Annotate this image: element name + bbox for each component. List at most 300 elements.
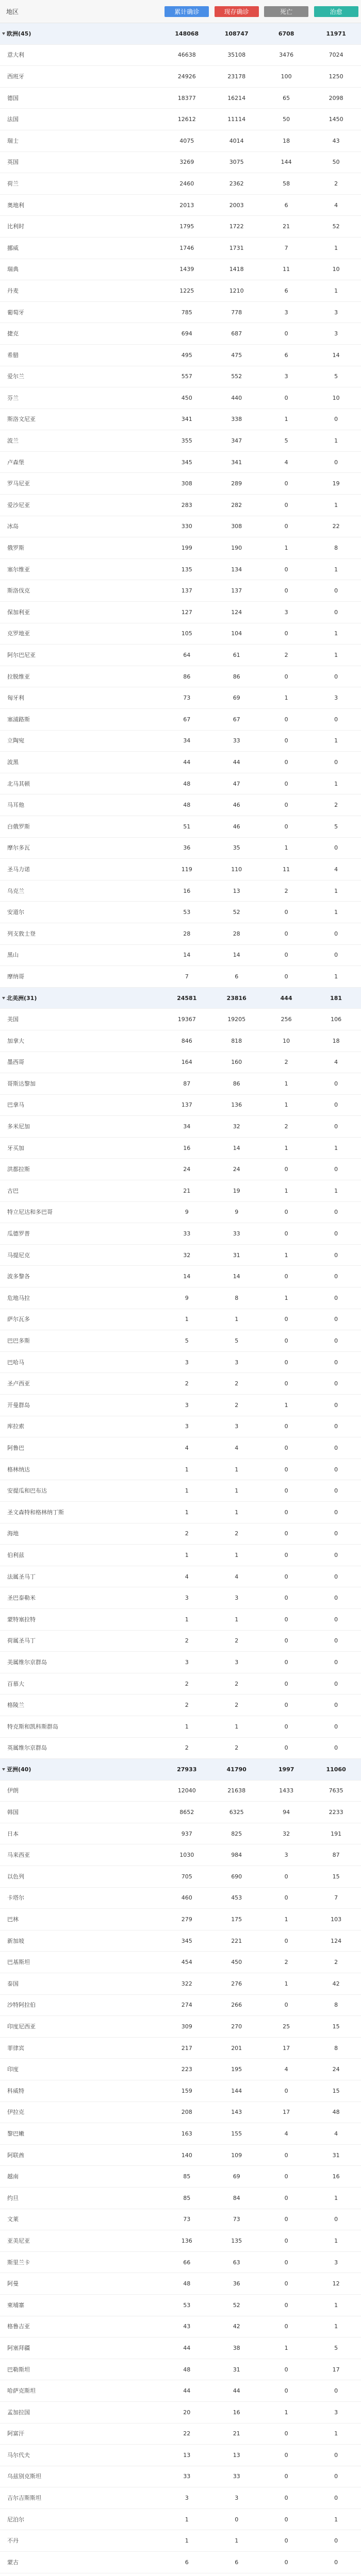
confirmed-value: 24581 [177, 995, 197, 1001]
death-value: 0 [284, 2174, 288, 2180]
death-value: 1 [284, 1295, 288, 1301]
table-row [0, 1073, 361, 1095]
table-row [0, 2295, 361, 2316]
area-cell [0, 1659, 162, 1665]
area-name: 危地马拉 [7, 1295, 30, 1301]
table-row [0, 1095, 361, 1116]
area-name: 马来西亚 [7, 1852, 30, 1858]
cured-value: 0 [334, 845, 338, 851]
confirmed-value: 159 [181, 2088, 192, 2094]
area-name: 斯洛伐克 [7, 588, 30, 594]
current-value: 38 [233, 2345, 240, 2351]
confirmed-value: 21 [183, 1188, 191, 1194]
area-cell [0, 1617, 162, 1622]
current-value: 0 [235, 2516, 239, 2522]
area-cell [0, 1788, 162, 1793]
cured-value: 0 [334, 1359, 338, 1365]
confirmed-value: 1 [185, 1509, 189, 1515]
cured-value: 18 [332, 1038, 340, 1044]
area-name: 不丹 [7, 2538, 19, 2544]
area-name: 伊朗 [7, 1788, 19, 1794]
area-name: 塞尔维亚 [7, 566, 30, 572]
cured-value: 1 [334, 909, 338, 916]
area-cell [0, 1831, 162, 1837]
area-cell [0, 1338, 162, 1344]
confirmed-value: 2460 [179, 180, 194, 187]
table-row [0, 1609, 361, 1631]
death-value: 0 [284, 1873, 288, 1879]
cured-value: 5 [334, 823, 338, 829]
death-value: 21 [283, 224, 290, 230]
area-cell [0, 1445, 162, 1451]
death-value: 0 [284, 2495, 288, 2501]
confirmed-value: 24926 [177, 73, 196, 79]
current-value: 33 [233, 2473, 240, 2480]
table-row [0, 945, 361, 967]
death-value: 3 [284, 609, 288, 615]
cured-value: 0 [334, 1209, 338, 1215]
confirmed-value: 44 [183, 2388, 191, 2394]
confirmed-value: 2 [185, 1381, 189, 1387]
death-value: 1 [284, 416, 288, 422]
death-value: 0 [284, 1531, 288, 1537]
current-value: 2 [235, 1402, 239, 1408]
current-value: 160 [231, 1059, 242, 1065]
table-row [0, 2252, 361, 2274]
area-cell [0, 1809, 162, 1815]
death-value: 4 [284, 459, 288, 465]
current-value: 984 [231, 1852, 242, 1858]
current-value: 67 [233, 716, 240, 722]
table-row [0, 2145, 361, 2166]
area-name: 斯洛文尼亚 [7, 416, 36, 422]
area-name: 阿尔巴尼亚 [7, 652, 36, 658]
area-cell [0, 995, 162, 1001]
confirmed-value: 14 [183, 952, 191, 958]
cured-value: 1 [334, 973, 338, 979]
death-value: 0 [284, 481, 288, 487]
area-cell [0, 802, 162, 808]
confirmed-value: 12040 [177, 1788, 196, 1794]
region-row[interactable] [0, 1759, 361, 1781]
area-cell [0, 1852, 162, 1858]
death-value: 6 [284, 352, 288, 358]
death-value: 0 [284, 2152, 288, 2158]
cured-value: 4 [334, 202, 338, 208]
current-value: 36 [233, 2281, 240, 2287]
confirmed-value: 9 [185, 1295, 189, 1301]
table-row [0, 2487, 361, 2509]
area-name: 冰岛 [7, 523, 19, 530]
confirmed-value: 51 [183, 823, 191, 829]
current-value: 475 [231, 352, 242, 358]
area-name: 拉脱维亚 [7, 673, 30, 680]
cured-value: 0 [334, 1659, 338, 1665]
current-value: 28 [233, 930, 240, 937]
cured-value: 0 [334, 1466, 338, 1472]
area-cell [0, 845, 162, 851]
area-cell [0, 288, 162, 294]
table-row [0, 1716, 361, 1738]
death-value: 2 [284, 888, 288, 894]
area-name: 多米尼加 [7, 1124, 30, 1130]
confirmed-value: 495 [181, 352, 192, 358]
confirmed-value: 16 [183, 888, 191, 894]
confirmed-value: 3 [185, 1595, 189, 1601]
chevron-down-icon[interactable] [2, 1768, 5, 1771]
area-name: 哥斯达黎加 [7, 1080, 36, 1087]
area-name: 特立尼达和多巴哥 [7, 1209, 53, 1215]
confirmed-value: 1 [185, 1616, 189, 1622]
area-name: 萨尔瓦多 [7, 1316, 30, 1323]
cured-value: 0 [334, 2452, 338, 2458]
cured-value: 1 [334, 781, 338, 787]
death-value: 1 [284, 1080, 288, 1087]
cured-value: 3 [334, 695, 338, 701]
cured-value: 3 [334, 331, 338, 337]
cured-value: 24 [332, 2066, 340, 2073]
area-cell [0, 2345, 162, 2351]
current-value: 52 [233, 909, 240, 916]
area-name: 巴拿马 [7, 1102, 24, 1108]
table-row [0, 130, 361, 152]
area-cell [0, 95, 162, 101]
confirmed-value: 308 [181, 481, 192, 487]
cured-value: 0 [334, 1509, 338, 1515]
area-cell [0, 2088, 162, 2094]
table-row [0, 1952, 361, 1973]
cured-value: 5 [334, 2345, 338, 2351]
table-row [0, 966, 361, 988]
death-value: 256 [281, 1016, 292, 1023]
table-row [0, 1694, 361, 1716]
death-value: 0 [284, 1638, 288, 1644]
confirmed-value: 86 [183, 673, 191, 680]
area-cell [0, 631, 162, 636]
confirmed-value: 2 [185, 1681, 189, 1687]
area-cell [0, 1145, 162, 1151]
table-row [0, 1888, 361, 1909]
table-row [0, 45, 361, 66]
area-name: 尼泊尔 [7, 2516, 24, 2522]
area-name: 圣马力诺 [7, 866, 30, 872]
area-cell [0, 1381, 162, 1386]
region-row[interactable] [0, 988, 361, 1009]
death-value: 0 [284, 2538, 288, 2544]
cured-value: 0 [334, 1723, 338, 1730]
table-row [0, 1030, 361, 1052]
area-cell [0, 2066, 162, 2072]
cured-value: 14 [332, 352, 340, 358]
cured-value: 0 [334, 673, 338, 680]
death-value: 144 [281, 159, 292, 165]
cured-value: 2 [334, 180, 338, 187]
current-value: 308 [231, 523, 242, 530]
header-current-cell [211, 6, 261, 17]
region-row[interactable] [0, 23, 361, 45]
cured-value: 3 [334, 2259, 338, 2265]
table-row [0, 2038, 361, 2059]
current-value: 1 [235, 2538, 239, 2544]
area-cell [0, 2281, 162, 2286]
table-row [0, 2445, 361, 2466]
death-value: 58 [283, 180, 290, 187]
area-cell [0, 1702, 162, 1708]
area-cell [0, 2517, 162, 2522]
area-name: 圣巴泰勒米 [7, 1595, 36, 1601]
death-value: 444 [280, 995, 292, 1001]
table-row [0, 2424, 361, 2445]
current-value: 453 [231, 1895, 242, 1901]
area-name: 克罗地亚 [7, 631, 30, 637]
chevron-down-icon[interactable] [2, 997, 5, 999]
area-name: 阿富汗 [7, 2431, 24, 2437]
table-row [0, 2359, 361, 2381]
cured-value: 8 [334, 2002, 338, 2008]
table-row [0, 109, 361, 130]
current-value: 137 [231, 588, 242, 594]
area-name: 沙特阿拉伯 [7, 2002, 36, 2008]
area-name: 格鲁吉亚 [7, 2324, 30, 2330]
table-row [0, 838, 361, 859]
current-value: 282 [231, 502, 242, 508]
death-value: 1 [284, 1252, 288, 1258]
confirmed-value: 119 [181, 866, 192, 872]
current-value: 32 [233, 1124, 240, 1130]
current-value: 289 [231, 481, 242, 487]
cured-value: 0 [334, 1552, 338, 1558]
area-cell [0, 2538, 162, 2544]
cured-value: 0 [334, 609, 338, 615]
cured-value: 0 [334, 2473, 338, 2480]
cured-value: 52 [332, 224, 340, 230]
death-value: 0 [284, 1466, 288, 1472]
current-value: 143 [231, 2109, 242, 2115]
confirmed-value: 1 [185, 2538, 189, 2544]
table-row [0, 2509, 361, 2531]
death-value: 0 [284, 1166, 288, 1173]
current-value: 5 [235, 1338, 239, 1344]
cured-value: 0 [334, 1745, 338, 1751]
header-current-label[interactable]: 现存确诊 [215, 6, 259, 17]
current-value: 1731 [229, 245, 244, 251]
confirmed-value: 937 [181, 1831, 192, 1837]
death-value: 0 [284, 2366, 288, 2372]
cured-value: 0 [334, 2495, 338, 2501]
area-cell [0, 2452, 162, 2458]
death-value: 0 [284, 930, 288, 937]
current-value: 2 [235, 1381, 239, 1387]
table-row [0, 2016, 361, 2038]
table-row [0, 1866, 361, 1888]
table-row [0, 602, 361, 623]
area-name: 法国 [7, 116, 19, 123]
confirmed-value: 127 [181, 609, 192, 615]
table-row [0, 1566, 361, 1588]
area-cell [0, 2324, 162, 2329]
current-value: 1 [235, 1488, 239, 1494]
area-name: 葡萄牙 [7, 309, 24, 315]
death-value: 7 [284, 245, 288, 251]
area-name: 白俄罗斯 [7, 823, 30, 829]
area-name: 阿联酋 [7, 2152, 24, 2158]
area-cell [0, 909, 162, 915]
area-cell [0, 1981, 162, 1987]
table-row [0, 752, 361, 773]
area-name: 立陶宛 [7, 738, 24, 744]
header-confirmed-label[interactable]: 累计确诊 [165, 6, 209, 17]
area-cell [0, 824, 162, 829]
confirmed-value: 217 [181, 2045, 192, 2051]
area-cell [0, 545, 162, 551]
confirmed-value: 66 [183, 2259, 191, 2265]
area-name: 柬埔寨 [7, 2302, 24, 2308]
confirmed-value: 330 [181, 523, 192, 530]
area-cell [0, 888, 162, 894]
current-value: 221 [231, 1938, 242, 1944]
area-name: 牙买加 [7, 1145, 24, 1151]
area-cell [0, 609, 162, 615]
area-name: 瓜德罗普 [7, 1231, 30, 1237]
current-value: 2 [235, 1745, 239, 1751]
death-value: 1 [284, 1188, 288, 1194]
table-row [0, 1459, 361, 1481]
death-value: 0 [284, 2088, 288, 2094]
current-value: 52 [233, 2302, 240, 2308]
table-row [0, 1523, 361, 1545]
death-value: 0 [284, 395, 288, 401]
confirmed-value: 33 [183, 1231, 191, 1237]
confirmed-value: 1 [185, 1466, 189, 1472]
confirmed-value: 44 [183, 759, 191, 765]
area-cell [0, 523, 162, 529]
table-row [0, 88, 361, 109]
area-cell [0, 2131, 162, 2137]
confirmed-value: 85 [183, 2195, 191, 2201]
area-cell [0, 416, 162, 422]
current-value: 109 [231, 2152, 242, 2158]
table-row [0, 2209, 361, 2231]
area-cell [0, 1209, 162, 1215]
table-row [0, 2337, 361, 2359]
area-cell [0, 867, 162, 872]
area-name: 卡塔尔 [7, 1895, 24, 1901]
table-row [0, 2273, 361, 2295]
current-value: 201 [231, 2045, 242, 2051]
confirmed-value: 283 [181, 502, 192, 508]
area-cell [0, 695, 162, 701]
confirmed-value: 6 [185, 2559, 189, 2565]
confirmed-value: 32 [183, 1252, 191, 1258]
current-value: 155 [231, 2130, 242, 2137]
death-value: 0 [284, 973, 288, 979]
area-name: 泰国 [7, 1980, 19, 1987]
confirmed-value: 48 [183, 802, 191, 808]
death-value: 0 [284, 2452, 288, 2458]
confirmed-value: 20 [183, 2409, 191, 2415]
area-name: 菲律宾 [7, 2045, 24, 2051]
cured-value: 1 [334, 2238, 338, 2244]
death-value: 0 [284, 1552, 288, 1558]
confirmed-value: 64 [183, 652, 191, 658]
cured-value: 10 [332, 395, 340, 401]
current-value: 44 [233, 759, 240, 765]
confirmed-value: 208 [181, 2109, 192, 2115]
area-name: 以色列 [7, 1873, 24, 1879]
current-value: 270 [231, 2024, 242, 2030]
cured-value: 0 [334, 2216, 338, 2223]
area-cell [0, 1917, 162, 1922]
table-row [0, 1416, 361, 1438]
cured-value: 0 [334, 1080, 338, 1087]
cured-value: 2 [334, 1959, 338, 1965]
death-value: 0 [284, 2281, 288, 2287]
confirmed-value: 34 [183, 1124, 191, 1130]
table-row [0, 816, 361, 838]
area-cell [0, 2216, 162, 2222]
cured-value: 0 [334, 716, 338, 722]
area-name: 德国 [7, 95, 19, 101]
area-cell [0, 1638, 162, 1643]
current-value: 1 [235, 1466, 239, 1472]
area-name: 摩尔多瓦 [7, 845, 30, 851]
confirmed-value: 345 [181, 1938, 192, 1944]
area-name: 罗马尼亚 [7, 481, 30, 487]
death-value: 0 [284, 1595, 288, 1601]
table-row [0, 1973, 361, 1995]
area-name: 西班牙 [7, 73, 24, 79]
area-cell [0, 1488, 162, 1494]
area-cell [0, 2174, 162, 2179]
death-value: 3476 [279, 52, 294, 58]
area-cell [0, 1166, 162, 1172]
table-row [0, 1052, 361, 1074]
death-value: 2 [284, 1959, 288, 1965]
confirmed-value: 137 [181, 588, 192, 594]
table-body [0, 23, 361, 2576]
death-value: 0 [284, 1723, 288, 1730]
table-row [0, 794, 361, 816]
header-cured-label[interactable]: 治愈 [314, 6, 358, 17]
death-value: 0 [284, 1702, 288, 1708]
area-name: 文莱 [7, 2216, 19, 2223]
current-value: 8 [235, 1295, 239, 1301]
cured-value: 0 [334, 1573, 338, 1580]
area-cell [0, 2260, 162, 2265]
area-name: 塞浦路斯 [7, 716, 30, 722]
death-value: 0 [284, 2559, 288, 2565]
death-value: 3 [284, 1852, 288, 1858]
header-death-label[interactable]: 死亡 [264, 6, 308, 17]
current-value: 2003 [229, 202, 244, 208]
death-value: 1 [284, 845, 288, 851]
confirmed-value: 1 [185, 1723, 189, 1730]
area-name: 丹麦 [7, 287, 19, 294]
current-value: 134 [231, 566, 242, 572]
area-cell [0, 1959, 162, 1965]
confirmed-value: 450 [181, 395, 192, 401]
cured-value: 1 [334, 287, 338, 294]
area-cell [0, 652, 162, 658]
table-row [0, 323, 361, 345]
table-row [0, 495, 361, 516]
death-value: 0 [284, 2473, 288, 2480]
cured-value: 12 [332, 2281, 340, 2287]
cured-value: 42 [332, 1980, 340, 1987]
death-value: 0 [284, 1316, 288, 1323]
area-cell [0, 159, 162, 165]
chevron-down-icon[interactable] [2, 32, 5, 35]
